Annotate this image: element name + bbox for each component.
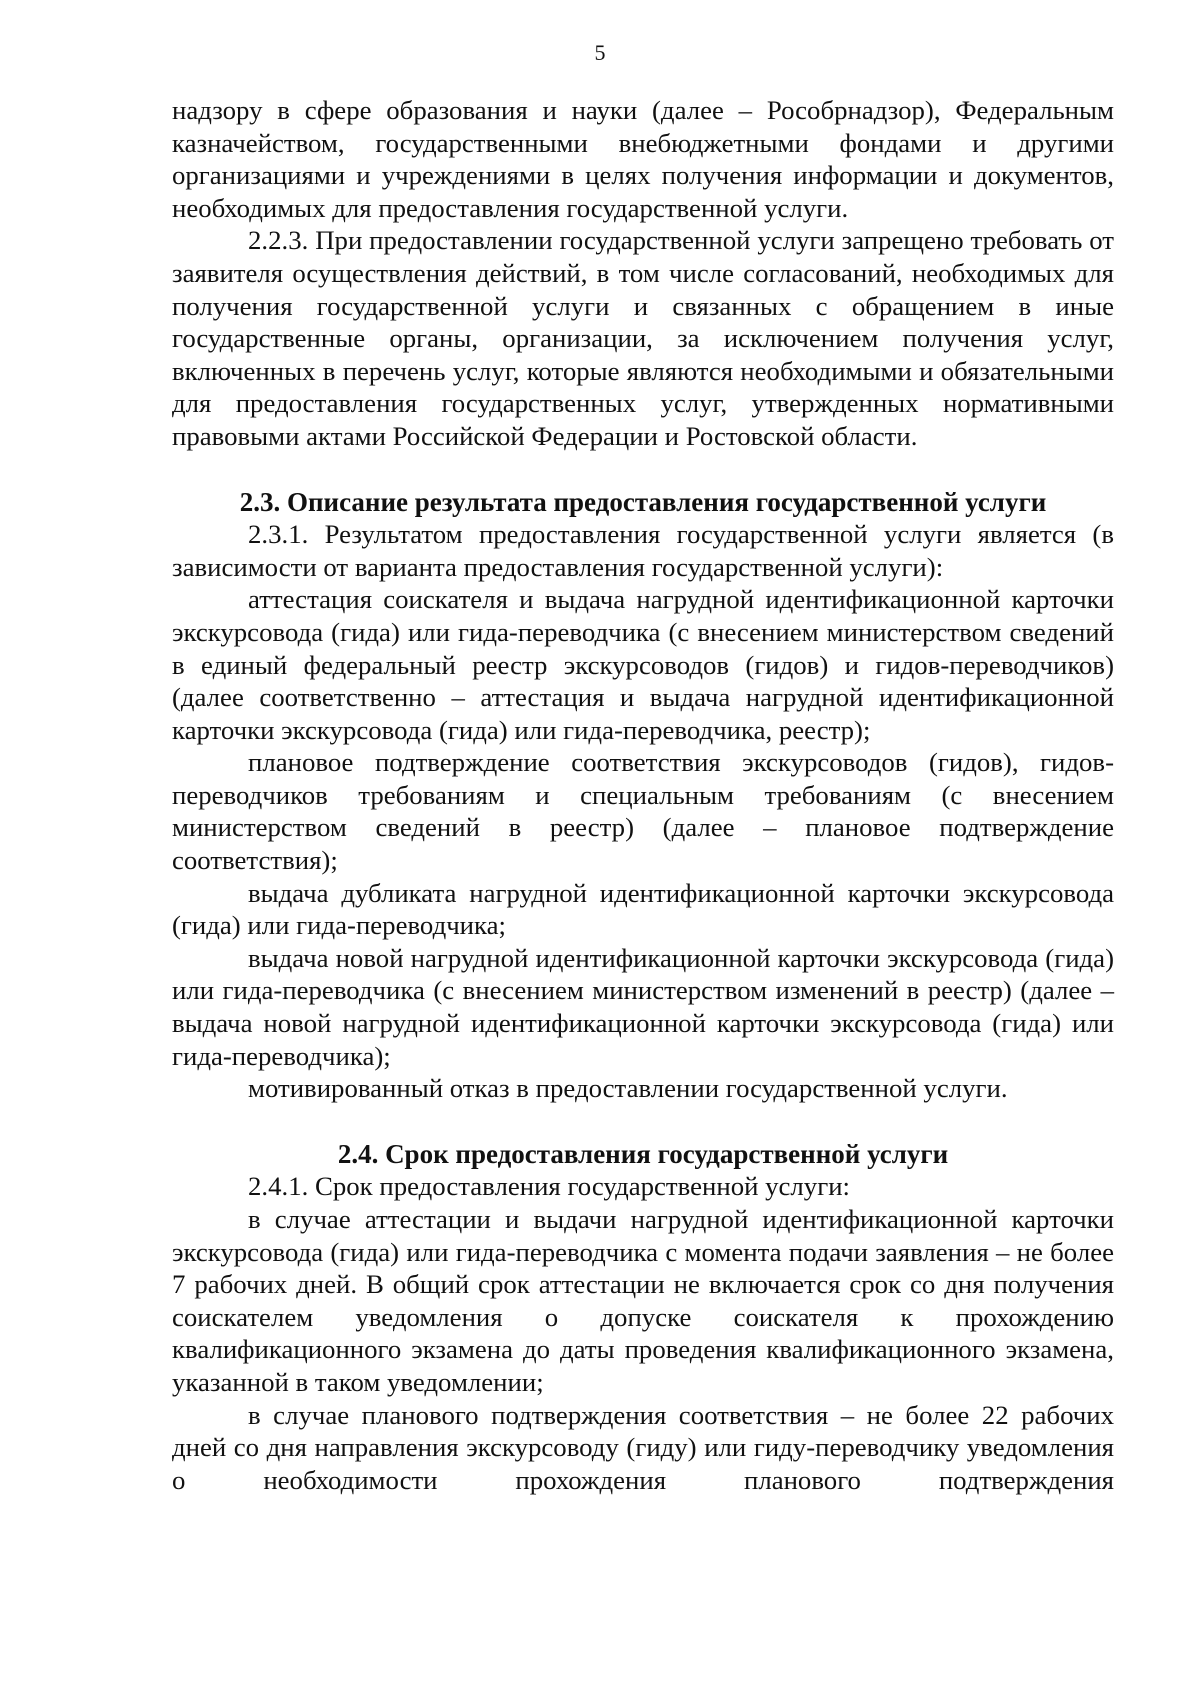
paragraph-2-4-1: 2.4.1. Срок предоставления государственной услуги: xyxy=(248,1171,850,1202)
section-gap xyxy=(172,1105,1114,1138)
section-heading-2-3: 2.3. Описание результата предоставления государственной услуги xyxy=(239,486,1047,517)
document-body xyxy=(172,94,1114,1496)
result-item-refusal: мотивированный отказ в предоставлении государственной услуги. xyxy=(248,1073,1008,1104)
paragraph-2-2-3: 2.2.3. При предоставлении государственной услуги запрещено требовать от заявителя осуществления действий, в том числе согласований, необходимых для получения государственной услуги и связанных с обращением в иные государственные органы, организации, за исключением получения услуг, включенных в перечень услуг, которые являются необходимыми и обязательными для предоставления государственных услуг, утвержденных нормативными правовыми актами Российской Федерации и Ростовской области. xyxy=(172,225,1114,451)
result-item-new-card: выдача новой нагрудной идентификационной карточки экскурсовода (гида) или гида-переводчика (с внесением министерством изменений в реестр) (далее – выдача новой нагрудной идентификационной карточки экскурсовода (гида) или гида-переводчика); xyxy=(172,942,1114,1071)
paragraph-2-3-1: 2.3.1. Результатом предоставления государственной услуги является (в зависимости от варианта предоставления государственной услуги): xyxy=(172,519,1114,582)
page-number: 5 xyxy=(594,40,606,65)
term-item-planned-confirmation: в случае планового подтверждения соответствия – не более 22 рабочих дней со дня направления экскурсоводу (гиду) или гиду-переводчику уведомления о необходимости прохождения планового подтверждения xyxy=(172,1399,1114,1495)
result-item-duplicate: выдача дубликата нагрудной идентификационной карточки экскурсовода (гида) или гида-переводчика; xyxy=(172,877,1114,941)
result-item-planned-confirmation: плановое подтверждение соответствия экскурсоводов (гидов), гидов-переводчиков требованиям и специальным требованиям (с внесением министерством сведений в реестр) (далее – плановое подтверждение соответствия); xyxy=(172,747,1114,876)
paragraph-intro: надзору в сфере образования и науки (далее – Рособрнадзор), Федеральным казначейством, государственными внебюджетными фондами и другими организациями и учреждениями в целях получения информации и документов, необходимых для предоставления государственной услуги. xyxy=(172,95,1114,223)
result-item-attestation: аттестация соискателя и выдача нагрудной идентификационной карточки экскурсовода (гида) или гида-переводчика (с внесением министерством сведений в единый федеральный реестр экскурсоводов (гидов) и гидов-переводчиков) (далее соответственно – аттестация и выдача нагрудной идентификационной карточки экскурсовода (гида) или гида-переводчика, реестр); xyxy=(172,584,1114,745)
term-item-attestation: в случае аттестации и выдачи нагрудной идентификационной карточки экскурсовода (гида) или гида-переводчика с момента подачи заявления – не более 7 рабочих дней. В общий срок аттестации не включается срок со дня получения соискателем уведомления о допуске соискателя к прохождению квалификационного экзамена до даты проведения квалификационного экзамена, указанной в таком уведомлении; xyxy=(172,1204,1114,1397)
section-heading-2-4: 2.4. Срок предоставления государственной услуги xyxy=(337,1138,949,1169)
section-gap xyxy=(172,453,1114,486)
